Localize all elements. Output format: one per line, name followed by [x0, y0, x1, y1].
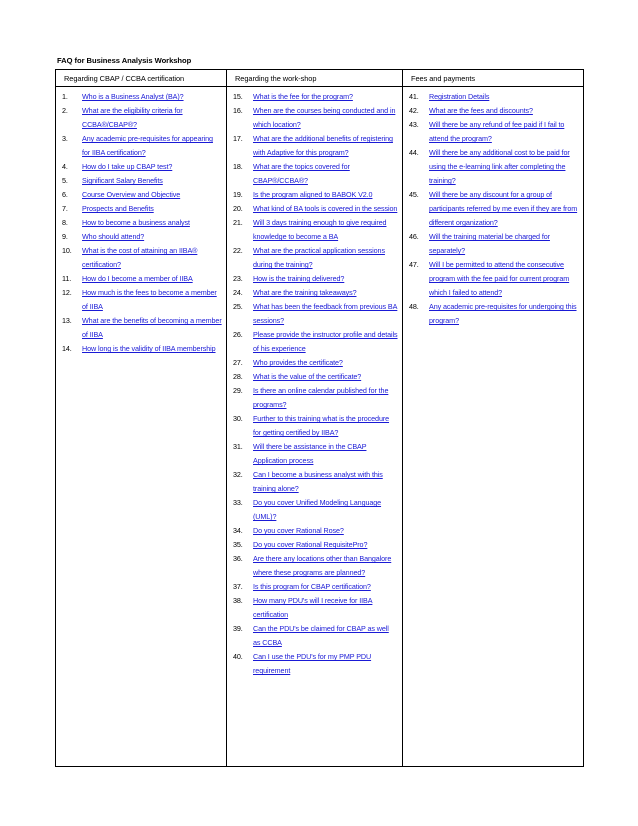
faq-question-link[interactable]: What are the practical application sessions during the training? — [253, 246, 385, 269]
faq-item — [233, 580, 398, 594]
faq-item-number: 36. — [233, 554, 243, 563]
certification-question-list — [56, 87, 226, 356]
faq-item — [409, 90, 579, 104]
faq-item-number: 18. — [233, 162, 243, 171]
faq-question-link[interactable]: Any academic pre-requisites for appearing for IIBA certification? — [82, 134, 213, 157]
faq-question-link[interactable]: What are the eligibility criteria for CCBA®/CBAP®? — [82, 106, 183, 129]
faq-item — [233, 552, 398, 580]
faq-item-number: 7. — [62, 204, 68, 213]
faq-question-link[interactable]: Who should attend? — [82, 232, 145, 241]
fees-column — [403, 87, 584, 767]
faq-item — [62, 104, 222, 132]
faq-item-number: 13. — [62, 316, 72, 325]
faq-question-link[interactable]: How many PDU's will I receive for IIBA certification — [253, 596, 373, 619]
column-header-workshop: Regarding the work-shop — [227, 70, 403, 87]
faq-item — [233, 286, 398, 300]
column-header-fees: Fees and payments — [403, 70, 584, 87]
faq-question-link[interactable]: Is the program aligned to BABOK V2.0 — [253, 190, 373, 199]
faq-item — [62, 342, 222, 356]
faq-item-number: 17. — [233, 134, 243, 143]
faq-item-number: 19. — [233, 190, 243, 199]
faq-item-number: 30. — [233, 414, 243, 423]
faq-question-link[interactable]: Will there be any additional cost to be paid for using the e-learning link after completing the training? — [429, 148, 570, 185]
faq-question-link[interactable]: Are there any locations other than Bangalore where these programs are planned? — [253, 554, 392, 577]
faq-question-link[interactable]: Will there be assistance in the CBAP Application process — [253, 442, 367, 465]
faq-question-link[interactable]: What are the additional benefits of registering with Adaptive for this program? — [253, 134, 393, 157]
faq-question-link[interactable]: What kind of BA tools is covered in the session — [253, 204, 398, 213]
faq-item-number: 16. — [233, 106, 243, 115]
faq-item — [233, 244, 398, 272]
faq-item — [62, 216, 222, 230]
faq-table-body-row — [56, 87, 584, 767]
fees-question-list — [403, 87, 583, 328]
faq-item — [233, 216, 398, 244]
faq-question-link[interactable]: Is this program for CBAP certification? — [253, 582, 371, 591]
faq-item-number: 38. — [233, 596, 243, 605]
faq-item — [233, 300, 398, 328]
faq-item-number: 47. — [409, 260, 419, 269]
faq-question-link[interactable]: Do you cover Unified Modeling Language (UML)? — [253, 498, 382, 521]
faq-item-number: 33. — [233, 498, 243, 507]
faq-item-number: 4. — [62, 162, 68, 171]
faq-item-number: 9. — [62, 232, 68, 241]
faq-question-link[interactable]: How much is the fees to become a member of IIBA — [82, 288, 217, 311]
faq-item-number: 24. — [233, 288, 243, 297]
faq-item — [233, 412, 398, 440]
faq-item — [409, 118, 579, 146]
faq-question-link[interactable]: When are the courses being conducted and in which location? — [253, 106, 396, 129]
faq-question-link[interactable]: How is the training delivered? — [253, 274, 345, 283]
faq-item — [62, 272, 222, 286]
faq-item-number: 31. — [233, 442, 243, 451]
faq-item — [409, 300, 579, 328]
faq-question-link[interactable]: What is the cost of attaining an IIBA® certification? — [82, 246, 198, 269]
faq-item — [62, 244, 222, 272]
faq-item — [233, 440, 398, 468]
faq-item-number: 35. — [233, 540, 243, 549]
faq-item — [233, 104, 398, 132]
faq-item — [233, 524, 398, 538]
faq-item — [233, 202, 398, 216]
faq-item — [62, 174, 222, 188]
faq-item-number: 48. — [409, 302, 419, 311]
workshop-column — [227, 87, 403, 767]
faq-question-link[interactable]: What are the fees and discounts? — [429, 106, 533, 115]
faq-question-link[interactable]: Will 3 days training enough to give required knowledge to become a BA — [253, 218, 387, 241]
faq-item-number: 34. — [233, 526, 243, 535]
faq-item — [233, 132, 398, 160]
faq-table-header-row — [56, 70, 584, 87]
faq-item — [62, 286, 222, 314]
faq-item — [233, 622, 398, 650]
faq-item-number: 44. — [409, 148, 419, 157]
faq-item — [233, 90, 398, 104]
faq-item — [233, 468, 398, 496]
faq-item-number: 46. — [409, 232, 419, 241]
faq-item — [233, 538, 398, 552]
faq-item — [62, 202, 222, 216]
faq-question-link[interactable]: How do I take up CBAP test? — [82, 162, 173, 171]
faq-item — [233, 160, 398, 188]
faq-item — [233, 594, 398, 622]
faq-question-link[interactable]: What is the value of the certificate? — [253, 372, 362, 381]
faq-item-number: 37. — [233, 582, 243, 591]
faq-item — [62, 230, 222, 244]
faq-question-link[interactable]: Do you cover Rational Rose? — [253, 526, 344, 535]
faq-item-number: 15. — [233, 92, 243, 101]
faq-question-link[interactable]: Course Overview and Objective — [82, 190, 181, 199]
faq-question-link[interactable]: Significant Salary Benefits — [82, 176, 163, 185]
faq-question-link[interactable]: What are the benefits of becoming a member of IIBA — [82, 316, 222, 339]
faq-item-number: 42. — [409, 106, 419, 115]
faq-question-link[interactable]: Registration Details — [429, 92, 490, 101]
faq-item — [233, 272, 398, 286]
faq-table — [55, 69, 584, 767]
faq-item — [62, 160, 222, 174]
faq-item — [62, 314, 222, 342]
faq-question-link[interactable]: Please provide the instructor profile and details of his experience — [253, 330, 398, 353]
column-header-certification: Regarding CBAP / CCBA certification — [56, 70, 227, 87]
faq-question-link[interactable]: Is there an online calendar published for the programs? — [253, 386, 389, 409]
faq-item-number: 1. — [62, 92, 68, 101]
faq-question-link[interactable]: Who provides the certificate? — [253, 358, 343, 367]
page-title: FAQ for Business Analysis Workshop — [57, 56, 192, 65]
faq-item — [233, 188, 398, 202]
faq-item — [233, 328, 398, 356]
faq-question-link[interactable]: What is the fee for the program? — [253, 92, 353, 101]
faq-item — [233, 384, 398, 412]
faq-item-number: 23. — [233, 274, 243, 283]
faq-question-link[interactable]: What are the training takeaways? — [253, 288, 357, 297]
faq-item-number: 3. — [62, 134, 68, 143]
faq-item-number: 8. — [62, 218, 68, 227]
faq-item-number: 27. — [233, 358, 243, 367]
faq-question-link[interactable]: Any academic pre-requisites for undergoing this program? — [429, 302, 577, 325]
faq-item — [62, 90, 222, 104]
faq-question-link[interactable]: What has been the feedback from previous BA sessions? — [253, 302, 398, 325]
faq-item-number: 40. — [233, 652, 243, 661]
faq-item — [233, 370, 398, 384]
faq-item-number: 43. — [409, 120, 419, 129]
faq-item-number: 29. — [233, 386, 243, 395]
faq-item-number: 26. — [233, 330, 243, 339]
faq-item — [409, 146, 579, 188]
faq-question-link[interactable]: Can I use the PDU's for my PMP PDU requirement — [253, 652, 372, 675]
faq-item-number: 25. — [233, 302, 243, 311]
faq-question-link[interactable]: Will I be permitted to attend the consecutive program with the fee paid for current program which I failed to attend? — [429, 260, 570, 297]
faq-item — [233, 356, 398, 370]
faq-item-number: 39. — [233, 624, 243, 633]
faq-item — [62, 132, 222, 160]
faq-question-link[interactable]: What are the topics covered for CBAP®/CCBA®? — [253, 162, 350, 185]
certification-column — [56, 87, 227, 767]
faq-item — [233, 496, 398, 524]
faq-item-number: 2. — [62, 106, 68, 115]
faq-question-link[interactable]: Will the training material be charged for separately? — [429, 232, 550, 255]
faq-question-link[interactable]: Will there be any discount for a group of participants referred by me even if they are from different organization? — [429, 190, 578, 227]
workshop-question-list — [227, 87, 402, 678]
faq-question-link[interactable]: Prospects and Benefits — [82, 204, 154, 213]
faq-question-link[interactable]: Do you cover Rational RequisitePro? — [253, 540, 368, 549]
faq-item-number: 28. — [233, 372, 243, 381]
faq-question-link[interactable]: Can I become a business analyst with this training alone? — [253, 470, 383, 493]
faq-item-number: 14. — [62, 344, 72, 353]
faq-item — [409, 258, 579, 300]
faq-item — [233, 650, 398, 678]
faq-item — [409, 104, 579, 118]
faq-item — [409, 188, 579, 230]
faq-item-number: 20. — [233, 204, 243, 213]
faq-item — [409, 230, 579, 258]
faq-question-link[interactable]: Can the PDU's be claimed for CBAP as well as CCBA — [253, 624, 389, 647]
faq-question-link[interactable]: Further to this training what is the procedure for getting certified by IIBA? — [253, 414, 390, 437]
faq-question-link[interactable]: How to become a business analyst — [82, 218, 190, 227]
faq-item-number: 41. — [409, 92, 419, 101]
faq-question-link[interactable]: Will there be any refund of fee paid if I fail to attend the program? — [429, 120, 565, 143]
faq-item-number: 22. — [233, 246, 243, 255]
faq-item-number: 6. — [62, 190, 68, 199]
faq-question-link[interactable]: How do I become a member of IIBA — [82, 274, 193, 283]
faq-item — [62, 188, 222, 202]
faq-question-link[interactable]: Who is a Business Analyst (BA)? — [82, 92, 184, 101]
faq-item-number: 11. — [62, 274, 72, 283]
faq-item-number: 45. — [409, 190, 419, 199]
faq-item-number: 21. — [233, 218, 243, 227]
faq-item-number: 32. — [233, 470, 243, 479]
faq-question-link[interactable]: How long is the validity of IIBA membership — [82, 344, 216, 353]
faq-item-number: 12. — [62, 288, 72, 297]
faq-item-number: 5. — [62, 176, 68, 185]
faq-item-number: 10. — [62, 246, 72, 255]
